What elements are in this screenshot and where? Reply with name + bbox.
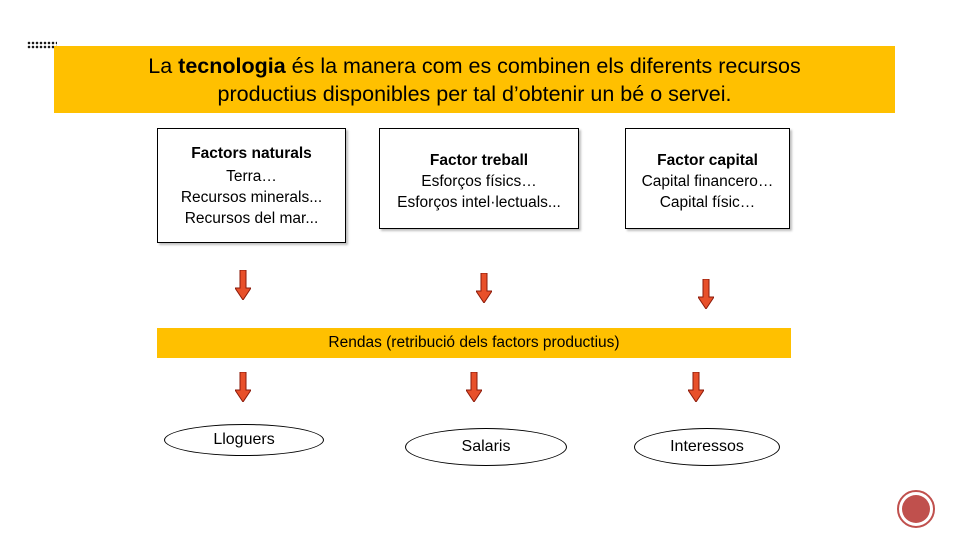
arrow-down-icon xyxy=(688,372,704,402)
factor-heading: Factor treball xyxy=(429,152,529,169)
factor-line: Esforços intel·lectuals... xyxy=(397,194,561,211)
factor-heading: Factor capital xyxy=(657,152,758,169)
income-label: Salaris xyxy=(461,438,511,455)
income-label: Interessos xyxy=(670,438,744,455)
factor-box-capital xyxy=(625,128,790,229)
arrow-down-icon xyxy=(466,372,482,402)
rendas-banner xyxy=(157,328,791,358)
factor-box-naturals xyxy=(157,128,346,243)
arrow-down-icon xyxy=(698,279,714,309)
factor-line: Recursos del mar... xyxy=(184,209,319,227)
income-ellipse-lloguers xyxy=(164,424,324,456)
title-banner xyxy=(54,46,895,113)
income-ellipse-interessos xyxy=(634,428,780,466)
slide-badge-icon xyxy=(897,490,935,528)
title-line2: productius disponibles per tal d’obtenir un bé o servei. xyxy=(217,81,732,106)
income-ellipse-salaris xyxy=(405,428,567,466)
factor-box-treball xyxy=(379,128,579,229)
arrow-down-icon xyxy=(476,273,492,303)
factor-line: Capital financero… xyxy=(641,173,774,190)
rendas-label: Rendas (retribució dels factors productius) xyxy=(328,334,620,351)
factor-line: Capital físic… xyxy=(659,194,756,211)
title-bold-word: tecnologia xyxy=(178,53,286,78)
factor-heading: Factors naturals xyxy=(191,144,312,162)
arrow-down-icon xyxy=(235,270,251,300)
arrow-down-icon xyxy=(235,372,251,402)
slide-badge-inner xyxy=(902,495,930,523)
title-line1-rest: és la manera com es combinen els diferents recursos xyxy=(285,53,801,78)
factor-line: Esforços físics… xyxy=(421,173,537,190)
income-label: Lloguers xyxy=(213,431,275,448)
factor-line: Recursos minerals... xyxy=(180,188,323,206)
factor-line: Terra… xyxy=(226,167,277,185)
title-pre: La xyxy=(148,53,179,78)
decorative-dot-pattern xyxy=(27,41,57,49)
title-text xyxy=(148,52,800,108)
